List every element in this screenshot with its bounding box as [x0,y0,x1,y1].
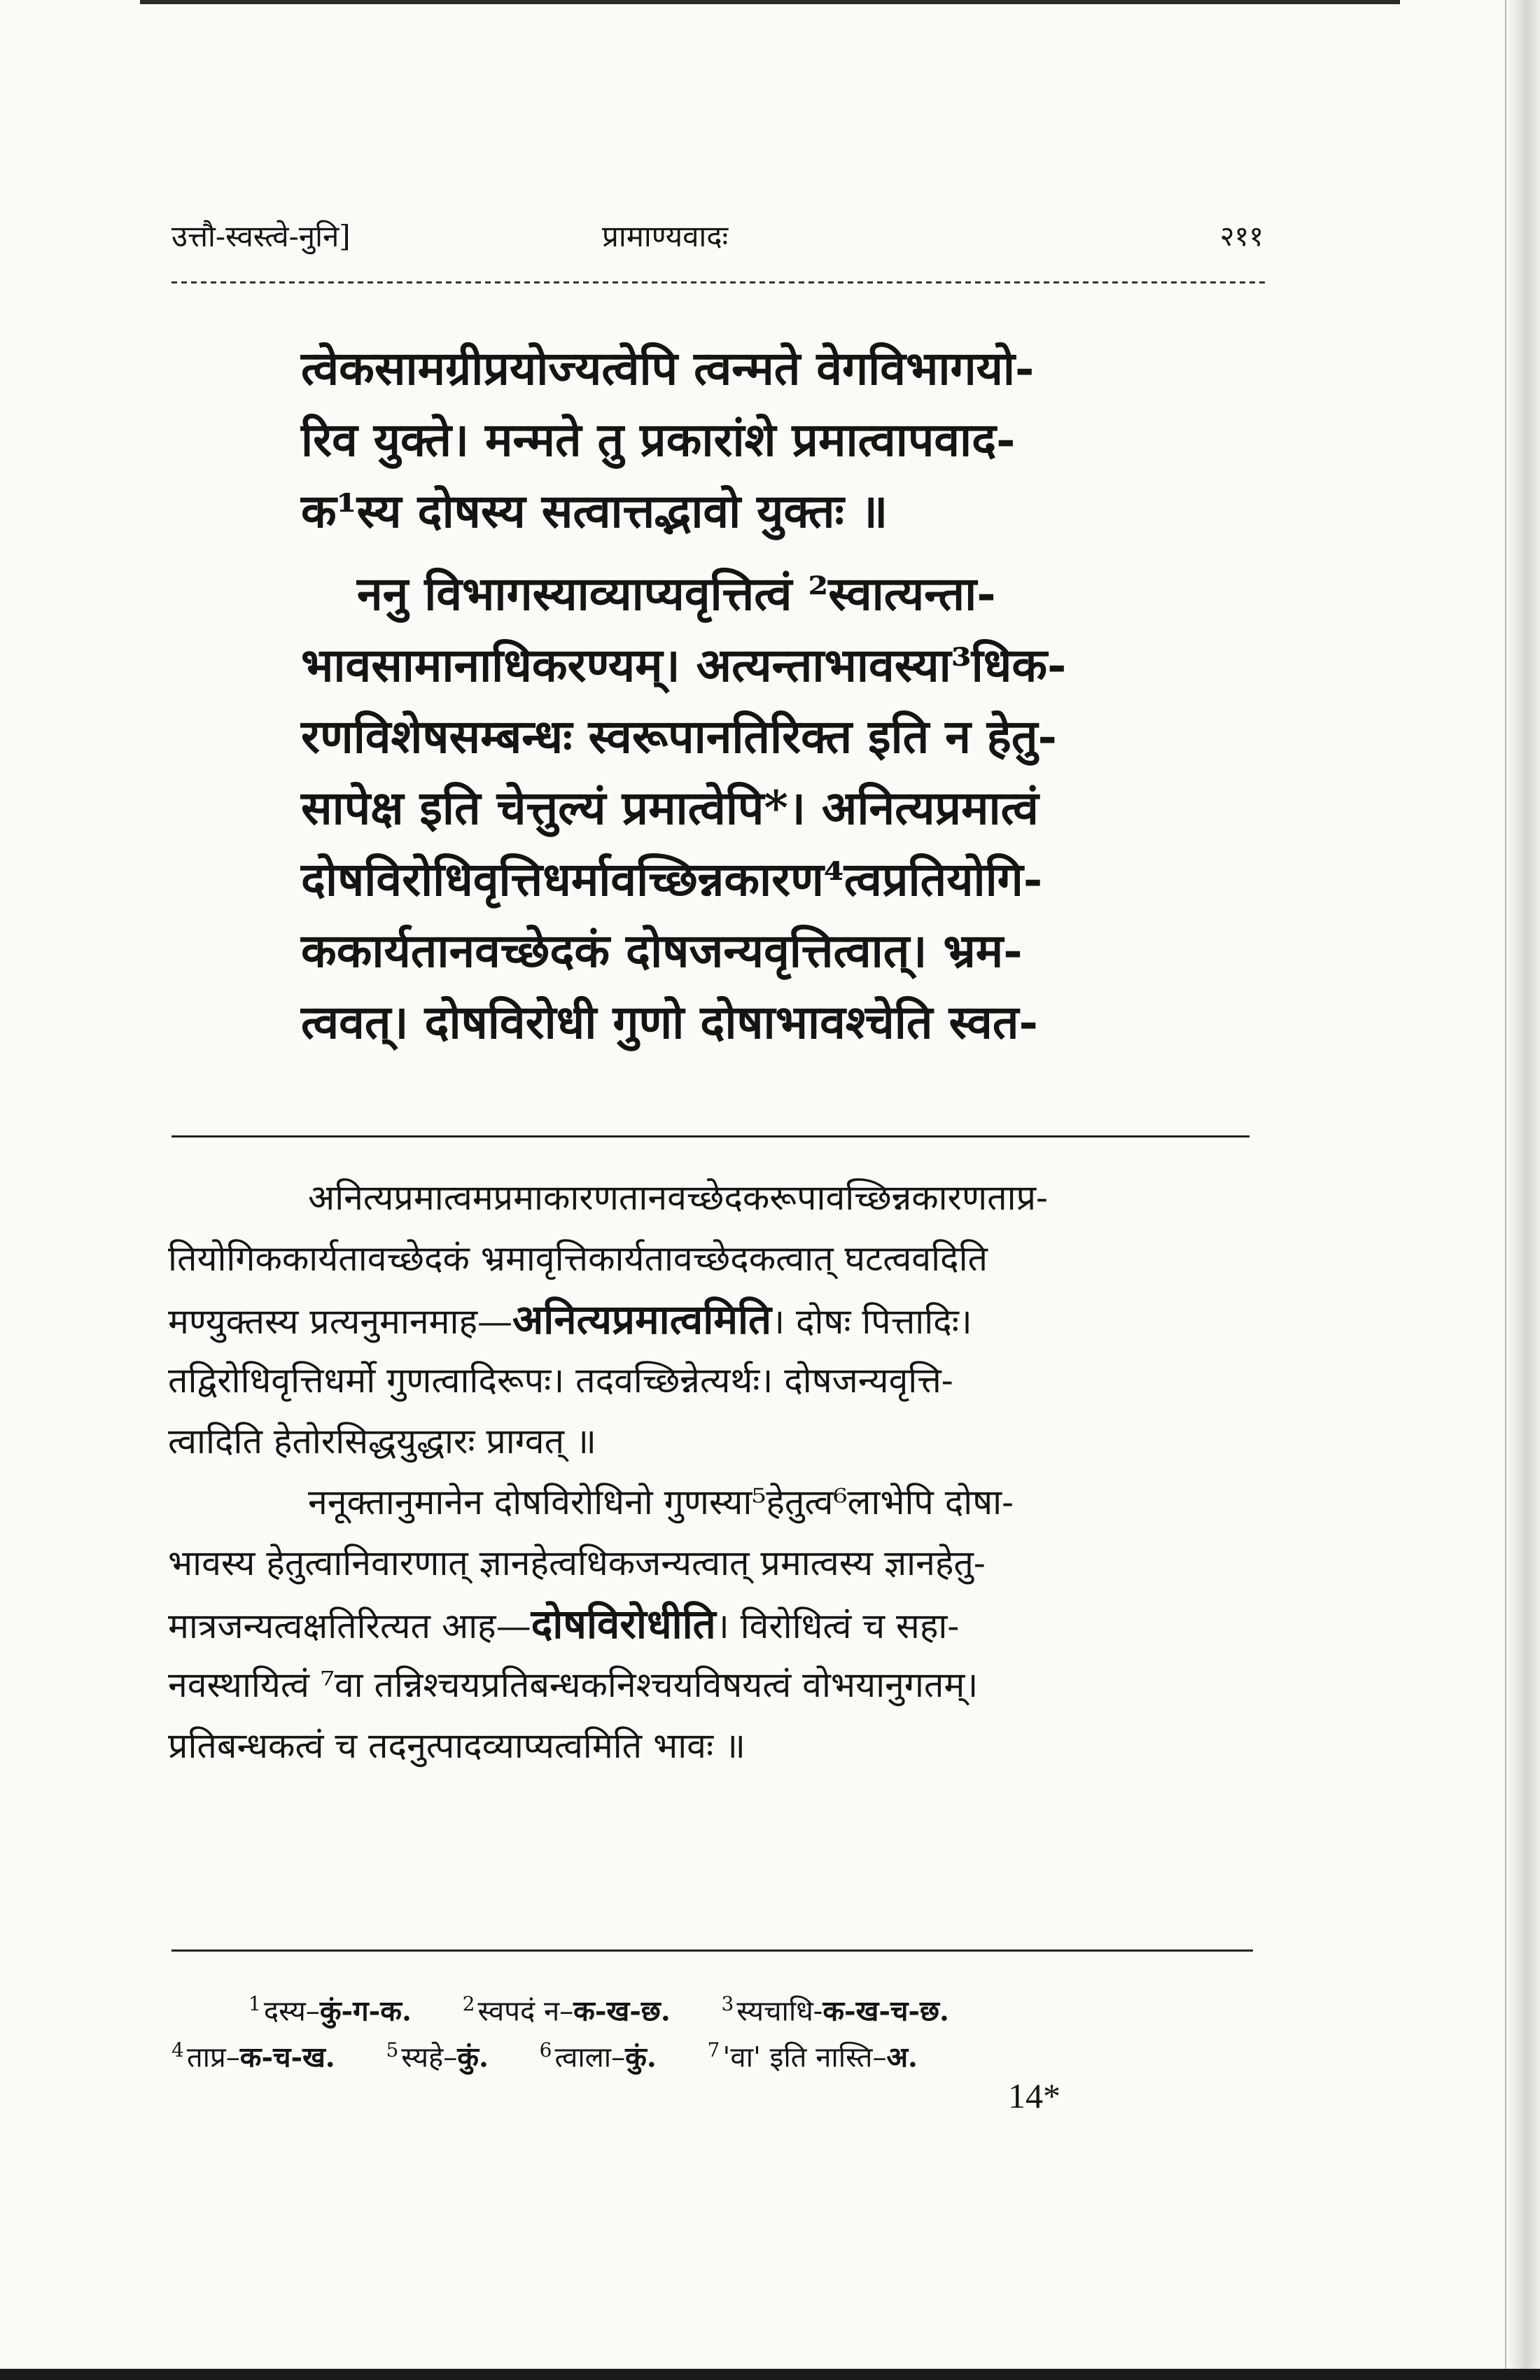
header-rule [172,279,1267,286]
page-bottom-shadow [0,2369,1540,2380]
commentary-text: मण्युक्तस्य प्रत्यनुमानमाह— [168,1301,512,1342]
main-text-line: ननु विभागस्याव्याप्यवृत्तित्वं ²स्वात्यन्ता- [357,566,996,621]
footnote: $^1$ दस्य–कुं-ग-क. [248,1992,412,2028]
commentary-pratika: दोषविरोधीति [531,1600,716,1648]
commentary-line: तियोगिककार्यतावच्छेदकं भ्रमावृत्तिकार्यतावच्छेदकत्वात् घटत्ववदिति [168,1238,988,1279]
footnote: $^2$ स्वपदं न–क-ख-छ. [462,1992,671,2028]
footnote: $^4$ ताप्र–क-च-ख. [172,2038,335,2074]
footnote: $^5$ स्यहे–कुं. [386,2038,489,2074]
main-text-line: रणविशेषसम्बन्धः स्वरूपानतिरिक्त इति न हेतु- [301,709,1057,764]
main-text-line: सापेक्ष इति चेत्तुल्यं प्रमात्वेपि*। अनित्यप्रमात्वं [301,780,1039,835]
commentary-line: तद्विरोधिवृत्तिधर्मो गुणत्वादिरूपः। तदवच्छिन्नेत्यर्थः। दोषजन्यवृत्ति- [168,1360,953,1401]
page-number: २११ [1219,220,1264,253]
commentary-line [168,1289,1260,1350]
signature-mark: 14* [1008,2076,1060,2115]
commentary-text: । दोषः पित्तादिः। [771,1301,972,1342]
footnote-row [172,1981,1264,2027]
footnote-rule [172,1949,1253,1952]
commentary-line: नवस्थायित्वं ⁷वा तन्निश्चयप्रतिबन्धकनिश्चयविषयत्वं वोभयानुगतम्। [168,1665,979,1705]
footnotes [172,1981,1264,2073]
commentary-line [168,1594,1260,1655]
running-header [172,209,1264,265]
commentary-pratika: अनित्यप्रमात्वमिति [512,1296,772,1343]
main-text-line: त्ववत्। दोषविरोधी गुणो दोषाभावश्चेति स्वत- [301,995,1038,1049]
main-text [301,332,1176,1058]
text-commentary-divider [172,1135,1250,1138]
main-text-line: रिव युक्ते। मन्मते तु प्रकारांशे प्रमात्वापवाद- [301,412,1016,467]
commentary-line: अनित्यप्रमात्वमप्रमाकारणतानवच्छेदकरूपावच्छिन्नकारणताप्र- [308,1177,1048,1218]
running-header-title: प्रामाण्यवादः [602,219,729,253]
main-text-line: ककार्यतानवच्छेदकं दोषजन्यवृत्तित्वात्। भ्रम- [301,923,1023,978]
running-header-catchwords: उत्तौ-स्वस्त्वे-नुनि] [172,219,351,253]
footnote: $^3$ स्यचाधि-क-ख-च-छ. [721,1992,949,2028]
main-text-line: त्वेकसामग्रीप्रयोज्यत्वेपि त्वन्मते वेगविभागयो- [301,341,1035,396]
commentary-line: भावस्य हेतुत्वानिवारणात् ज्ञानहेत्वधिकजन्यत्वात् प्रमात्वस्य ज्ञानहेतु- [168,1543,986,1583]
footnote: $^7$ 'वा' इति नास्ति–अ. [707,2038,918,2074]
main-text-line: क¹स्य दोषस्य सत्वात्तद्भावो युक्तः ॥ [301,484,888,538]
commentary-text: मात्रजन्यत्वक्षतिरित्यत आह— [168,1606,531,1646]
commentary-text: । विरोधित्वं च सहा- [715,1606,960,1646]
commentary-line: प्रतिबन्धकत्वं च तदनुत्पादव्याप्यत्वमिति भावः ॥ [168,1726,746,1766]
page-edge [1505,0,1540,2380]
main-text-line: दोषविरोधिवृत्तिधर्मावच्छिन्नकारण⁴त्वप्रतियोगि- [301,852,1043,906]
commentary [168,1168,1260,1777]
commentary-line: ननूक्तानुमानेन दोषविरोधिनो गुणस्या⁵हेतुत्व⁶लाभेपि दोषा- [308,1482,1014,1522]
footnote: $^6$ त्वाला–कुं. [539,2038,657,2074]
commentary-line: त्वादिति हेतोरसिद्धयुद्धारः प्राग्वत् ॥ [168,1421,596,1462]
footnote-row [172,2027,1264,2073]
main-text-line: भावसामानाधिकरण्यम्। अत्यन्ताभावस्या³धिक- [301,638,1067,692]
page-top-shadow [140,0,1400,4]
